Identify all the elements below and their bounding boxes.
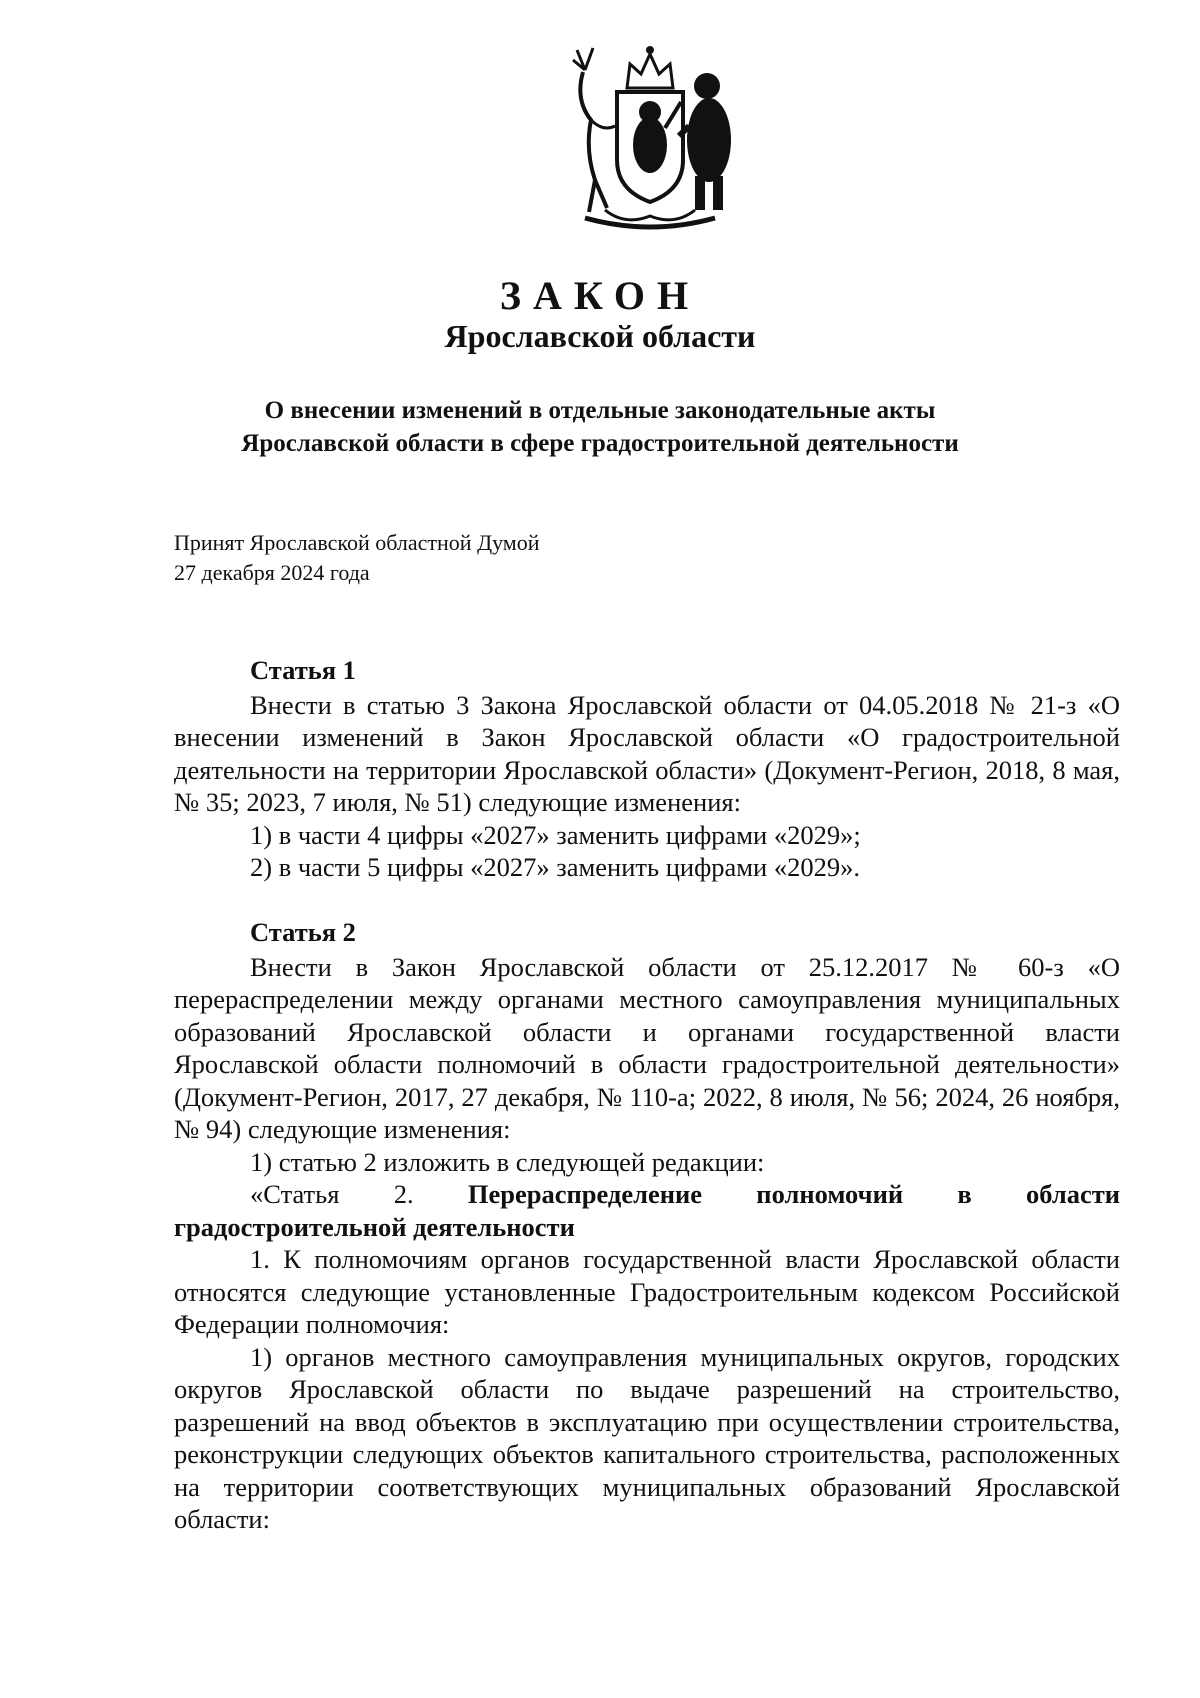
article-2-item-1: 1) статью 2 изложить в следующей редакции: xyxy=(250,1146,765,1177)
article-1-item-1: 1) в части 4 цифры «2027» заменить цифрами «2029»; xyxy=(250,819,861,850)
quoted-article-title-part1: Перераспределение полномочий в области xyxy=(467,1179,1120,1209)
law-title: ЗАКОН xyxy=(499,273,701,318)
article-1-item-2: 2) в части 5 цифры «2027» заменить цифрами «2029». xyxy=(250,852,860,882)
adoption-date: 27 декабря 2024 года xyxy=(174,560,370,585)
coat-of-arms-emblem xyxy=(555,40,745,240)
adoption-body: Принят Ярославской областной Думой xyxy=(174,530,540,555)
quoted-article-title xyxy=(174,1178,1120,1211)
article-2-intro: Внести в Закон Ярославской области от 25.12.2017 № 60-з «О перераспределении между органами местного самоуправления муниципальных образований Ярославской области и органами государственной власти Ярославской области полномочий в области градостроительной деятельности» (Документ-Регион, 2017, 27 декабря, № 110-а; 2022, 8 июля, № 56; 2024, 26 ноября, № 94) следующие изменения: xyxy=(174,951,1120,1144)
quoted-article-title-part2: градостроительной деятельности xyxy=(174,1211,575,1242)
article-2-point-1: 1. К полномочиям органов государственной власти Ярославской области относятся следующие установленные Градостроительным кодексом Российской Федерации полномочия: xyxy=(174,1244,1120,1339)
law-subject xyxy=(0,394,1200,460)
article-2-heading: Статья 2 xyxy=(250,917,356,947)
law-subject-line1: О внесении изменений в отдельные законодательные акты xyxy=(264,397,936,424)
article-1-intro: Внести в статью 3 Закона Ярославской области от 04.05.2018 № 21-з «О внесении изменений в Закон Ярославской области «О градостроительной деятельности на территории Ярославской области» (Документ-Регион, 2018, 8 мая, № 35; 2023, 7 июля, № 51) следующие изменения: xyxy=(174,689,1120,817)
law-region: Ярославской области xyxy=(444,318,756,354)
article-1 xyxy=(174,654,1120,884)
quoted-article-prefix: «Статья 2. xyxy=(250,1179,414,1209)
law-subject-line2: Ярославской области в сфере градостроительной деятельности xyxy=(241,430,959,457)
article-1-heading: Статья 1 xyxy=(250,655,356,685)
article-2 xyxy=(174,916,1120,1536)
article-2-subpoint-1: 1) органов местного самоуправления муниципальных округов, городских округов Ярославской области по выдаче разрешений на строительство, разрешений на ввод объектов в эксплуатацию при осуществлении строительства, реконструкции следующих объектов капитального строительства, расположенных на территории соответствующих муниципальных образований Ярославской области: xyxy=(174,1341,1120,1534)
adoption-info xyxy=(174,528,540,588)
